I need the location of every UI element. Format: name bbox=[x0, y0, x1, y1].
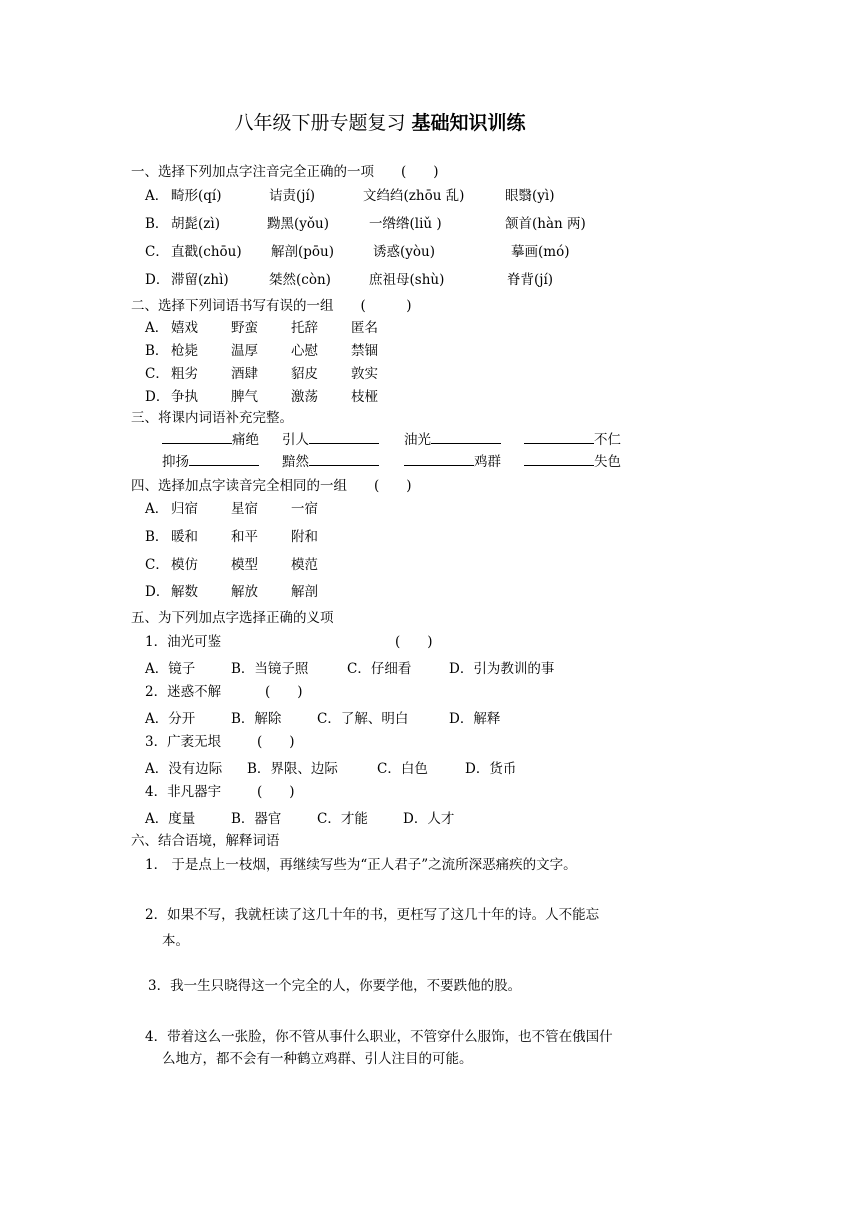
option-item: 黝黑(yǒu) bbox=[267, 216, 329, 232]
option-item: 胡髭(zì) bbox=[171, 216, 220, 232]
option-item: 匿名 bbox=[351, 320, 378, 336]
option-item: 眼翳(yì) bbox=[505, 188, 555, 204]
option-item: 解数 bbox=[171, 584, 198, 600]
option-item: 争执 bbox=[171, 389, 198, 405]
fill-blank[interactable] bbox=[524, 453, 594, 466]
option-item: 貂皮 bbox=[291, 366, 318, 382]
option-item: A．分开 bbox=[145, 711, 196, 727]
answer-paren[interactable]: ( ) bbox=[257, 784, 295, 800]
option-item: C．白色 bbox=[377, 761, 428, 777]
q1-heading: 一、选择下列加点字注音完全正确的一项 ( ) bbox=[131, 164, 439, 180]
option-item: 解剖 bbox=[291, 584, 318, 600]
option-item: 一绺绺(liǔ ) bbox=[369, 216, 442, 232]
option-item: 模仿 bbox=[171, 557, 198, 573]
option-item: 酒肆 bbox=[231, 366, 258, 382]
q6-item-1: 1． 于是点上一枝烟，再继续写些为“正人君子”之流所深恶痛疾的文字。 bbox=[145, 857, 577, 873]
option-label: A． bbox=[145, 501, 169, 517]
answer-paren[interactable]: ( ) bbox=[395, 634, 433, 650]
option-item: 归宿 bbox=[171, 501, 198, 517]
q2-heading: 二、选择下列词语书写有误的一组 ( ) bbox=[131, 298, 412, 314]
option-label: A． bbox=[145, 188, 169, 204]
q4-heading: 四、选择加点字读音完全相同的一组 ( ) bbox=[131, 478, 412, 494]
fill-blank[interactable] bbox=[309, 431, 379, 444]
q6-item-3: 3．我一生只晓得这一个完全的人，你要学他，不要跌他的股。 bbox=[148, 978, 522, 994]
blank-word: 黯然 bbox=[282, 454, 309, 470]
option-item: 直戳(chōu) bbox=[171, 244, 242, 260]
prompt-text: 3．广袤无垠 bbox=[145, 734, 222, 750]
option-item: 庶祖母(shù) bbox=[369, 272, 445, 288]
option-label: D． bbox=[145, 584, 170, 600]
option-item: 畸形(qí) bbox=[171, 188, 222, 204]
fill-blank[interactable] bbox=[404, 453, 474, 466]
option-item: 解放 bbox=[231, 584, 258, 600]
option-item: 和平 bbox=[231, 529, 258, 545]
option-item: C．了解、明白 bbox=[317, 711, 409, 727]
blank-word: 抑扬 bbox=[162, 454, 189, 470]
option-item: 模范 bbox=[291, 557, 318, 573]
option-item: 脾气 bbox=[231, 389, 258, 405]
option-item: 文绉绉(zhōu 乱) bbox=[363, 188, 465, 204]
option-item: B．界限、边际 bbox=[247, 761, 338, 777]
option-item: 枪毙 bbox=[171, 343, 198, 359]
blank-word: 鸡群 bbox=[474, 454, 501, 470]
option-label: D． bbox=[145, 272, 170, 288]
title-main: 八年级下册专题复习 bbox=[234, 112, 406, 134]
option-label: B． bbox=[145, 529, 169, 545]
option-item: D．人才 bbox=[403, 811, 455, 827]
q6-heading: 六、结合语境，解释词语 bbox=[131, 833, 280, 849]
option-item: B．当镜子照 bbox=[231, 661, 309, 677]
blank-word: 痛绝 bbox=[232, 432, 259, 448]
option-item: 暖和 bbox=[171, 529, 198, 545]
option-item: C．仔细看 bbox=[347, 661, 412, 677]
option-item: 野蛮 bbox=[231, 320, 258, 336]
option-item: A．没有边际 bbox=[145, 761, 223, 777]
option-item: 托辞 bbox=[291, 320, 318, 336]
q5-heading: 五、为下列加点字选择正确的义项 bbox=[131, 610, 334, 626]
option-label: C． bbox=[145, 366, 169, 382]
blank-word: 失色 bbox=[594, 454, 621, 470]
option-label: C． bbox=[145, 244, 169, 260]
fill-blank[interactable] bbox=[431, 431, 501, 444]
answer-paren[interactable]: ( ) bbox=[257, 734, 295, 750]
page-title bbox=[0, 108, 760, 135]
blank-word: 油光 bbox=[404, 432, 431, 448]
option-item: 脊背(jí) bbox=[507, 272, 554, 288]
option-item: D．解释 bbox=[449, 711, 501, 727]
option-label: B． bbox=[145, 343, 169, 359]
option-item: 附和 bbox=[291, 529, 318, 545]
option-label: B． bbox=[145, 216, 169, 232]
prompt-text: 2．迷惑不解 bbox=[145, 684, 222, 700]
option-label: C． bbox=[145, 557, 169, 573]
fill-blank[interactable] bbox=[162, 431, 232, 444]
option-item: 星宿 bbox=[231, 501, 258, 517]
q6-item-2: 2．如果不写，我就枉读了这几十年的书，更枉写了这几十年的诗。人不能忘 bbox=[145, 907, 600, 923]
option-label: A． bbox=[145, 320, 169, 336]
option-item: 颔首(hàn 两) bbox=[505, 216, 586, 232]
title-bold: 基础知识训练 bbox=[411, 112, 526, 134]
blank-word: 引人 bbox=[282, 432, 309, 448]
prompt-text: 4．非凡器宇 bbox=[145, 784, 222, 800]
option-item: 一宿 bbox=[291, 501, 318, 517]
option-item: D．引为教训的事 bbox=[449, 661, 555, 677]
blank-word: 不仁 bbox=[594, 432, 621, 448]
fill-blank[interactable] bbox=[189, 453, 259, 466]
option-item: A．度量 bbox=[145, 811, 196, 827]
prompt-text: 1．油光可鉴 bbox=[145, 634, 222, 650]
option-item: 温厚 bbox=[231, 343, 258, 359]
option-item: 敦实 bbox=[351, 366, 378, 382]
option-item: 滞留(zhì) bbox=[171, 272, 229, 288]
option-item: D．货币 bbox=[465, 761, 517, 777]
q3-heading: 三、将课内词语补充完整。 bbox=[131, 410, 293, 426]
option-item: B．解除 bbox=[231, 711, 282, 727]
option-label: D． bbox=[145, 389, 170, 405]
option-item: 桀然(còn) bbox=[269, 272, 331, 288]
q6-item-4-cont: 么地方，都不会有一种鹤立鸡群、引人注目的可能。 bbox=[162, 1051, 473, 1067]
answer-paren[interactable]: ( ) bbox=[265, 684, 303, 700]
option-item: B．器官 bbox=[231, 811, 282, 827]
option-item: 粗劣 bbox=[171, 366, 198, 382]
option-item: 摹画(mó) bbox=[511, 244, 570, 260]
q6-item-4: 4．带着这么一张脸，你不管从事什么职业，不管穿什么服饰，也不管在俄国什 bbox=[145, 1029, 613, 1045]
option-item: 枝桠 bbox=[351, 389, 378, 405]
q6-item-2-cont: 本。 bbox=[162, 933, 189, 949]
option-item: A．镜子 bbox=[145, 661, 196, 677]
option-item: C．才能 bbox=[317, 811, 368, 827]
fill-blank[interactable] bbox=[524, 431, 594, 444]
option-item: 诘责(jí) bbox=[269, 188, 316, 204]
fill-blank[interactable] bbox=[309, 453, 379, 466]
option-item: 模型 bbox=[231, 557, 258, 573]
option-item: 解剖(pōu) bbox=[271, 244, 334, 260]
option-item: 心慰 bbox=[291, 343, 318, 359]
option-item: 禁锢 bbox=[351, 343, 378, 359]
option-item: 嬉戏 bbox=[171, 320, 198, 336]
option-item: 激荡 bbox=[291, 389, 318, 405]
option-item: 诱惑(yòu) bbox=[373, 244, 435, 260]
